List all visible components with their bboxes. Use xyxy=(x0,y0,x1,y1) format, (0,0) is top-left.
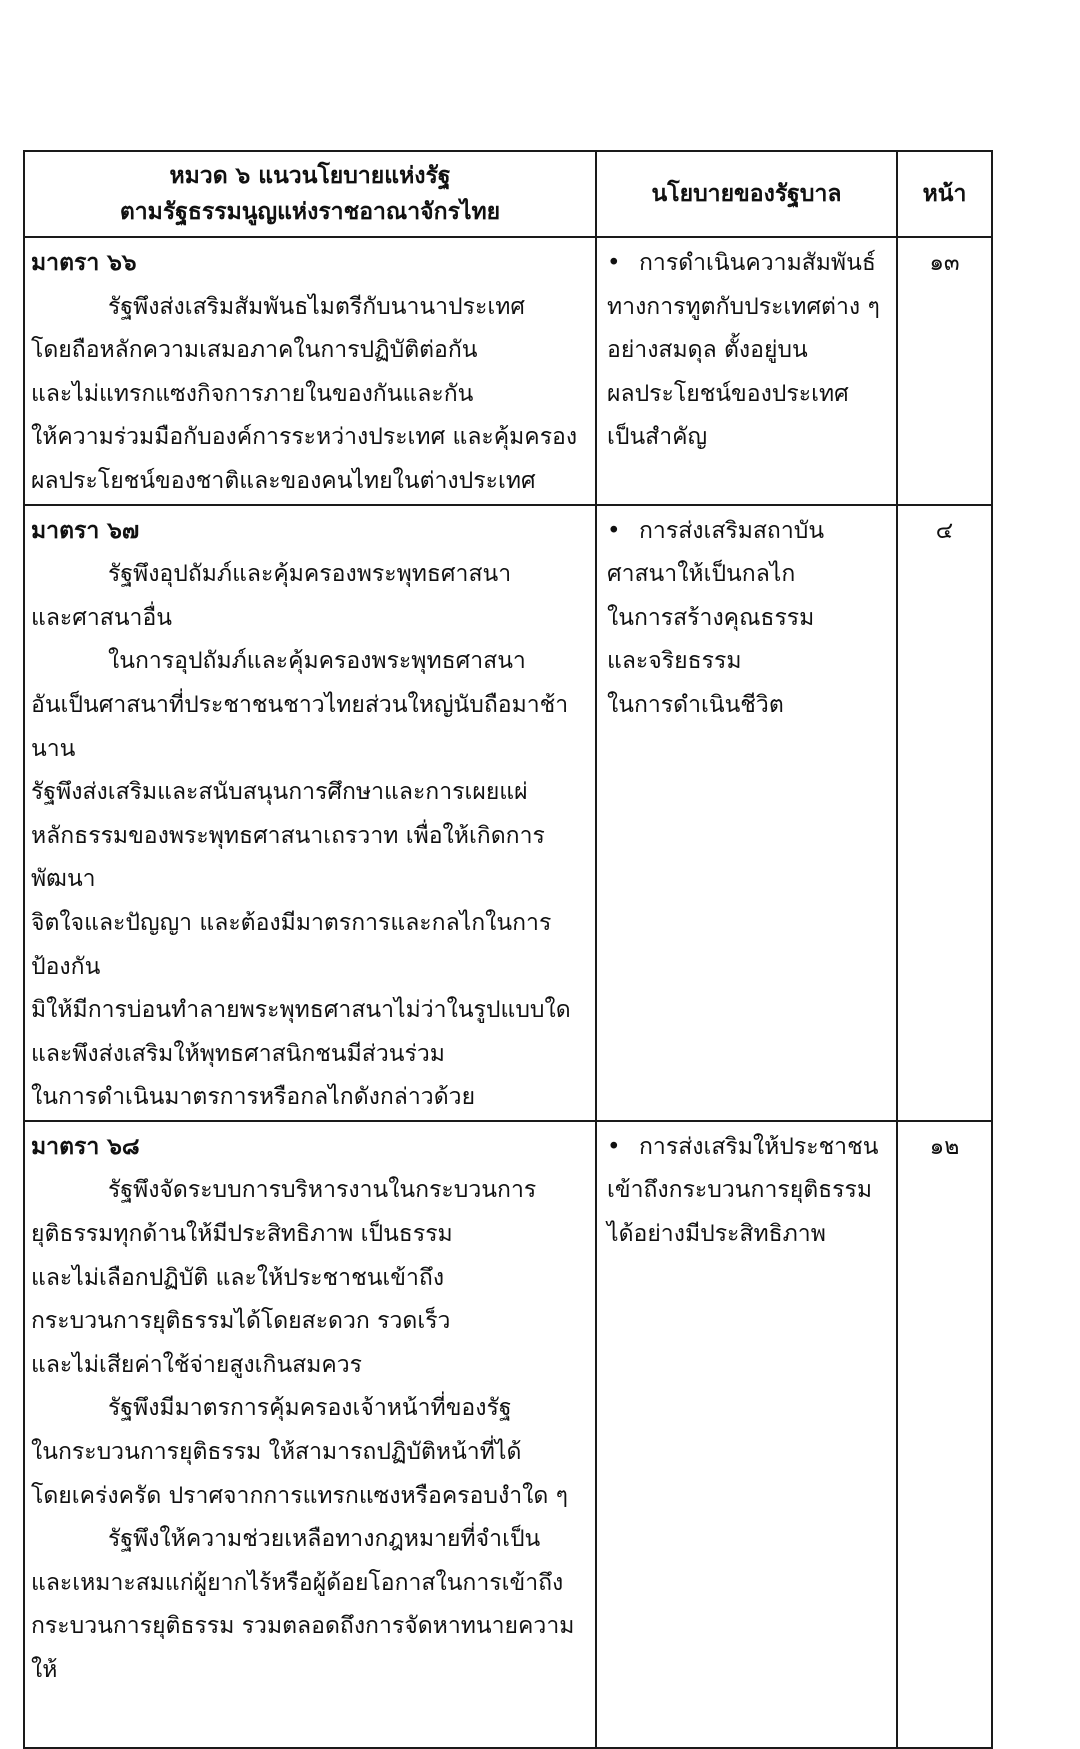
page-number: ๑๓ xyxy=(897,237,992,505)
policy-text: • การดำเนินความสัมพันธ์ ทางการทูตกับประเทศต่าง ๆ อย่างสมดุล ตั้งอยู่บน ผลประโยชน์ของประเทศ เป็นสำคัญ xyxy=(607,250,880,450)
article-paragraph: รัฐพึงมีมาตรการคุ้มครองเจ้าหน้าที่ของรัฐ ในกระบวนการยุติธรรม ให้สามารถปฏิบัติหน้าที่ได้ โดยเคร่งครัด ปราศจากการแทรกแซงหรือครอบงำใด ๆ xyxy=(31,1395,568,1509)
table-row xyxy=(24,505,992,1121)
bullet-icon: • xyxy=(607,517,621,544)
header-constitution-line-1: หมวด ๖ แนวนโยบายแห่งรัฐ xyxy=(169,163,451,189)
article-paragraph: รัฐพึงจัดระบบการบริหารงานในกระบวนการ ยุติธรรมทุกด้านให้มีประสิทธิภาพ เป็นธรรม และไม่เลือกปฏิบัติ และให้ประชาชนเข้าถึง กระบวนการยุติธรรมได้โดยสะดวก รวดเร็ว และไม่เสียค่าใช้จ่ายสูงเกินสมควร xyxy=(31,1177,537,1378)
article-title: มาตรา ๖๘ xyxy=(31,1133,140,1160)
policy-table xyxy=(23,150,993,1749)
table-row xyxy=(24,237,992,505)
page-number: ๑๒ xyxy=(897,1121,992,1748)
article-title: มาตรา ๖๖ xyxy=(31,250,137,276)
policy-cell xyxy=(596,505,897,1121)
policy-cell xyxy=(596,1121,897,1748)
article-cell xyxy=(24,505,596,1121)
policy-cell xyxy=(596,237,897,505)
bullet-icon: • xyxy=(607,250,621,276)
article-cell xyxy=(24,1121,596,1748)
header-constitution-chapter xyxy=(24,151,596,237)
header-government-policy: นโยบายของรัฐบาล xyxy=(596,151,897,237)
article-paragraph: รัฐพึงส่งเสริมสัมพันธไมตรีกับนานาประเทศ โดยถือหลักความเสมอภาคในการปฏิบัติต่อกัน และไม่แทรกแซงกิจการภายในของกันและกัน ให้ความร่วมมือกับองค์การระหว่างประเทศ และคุ้มครอง ผลประโยชน์ของชาติและของคนไทยในต่างประเทศ xyxy=(31,293,578,494)
article-title: มาตรา ๖๗ xyxy=(31,517,140,544)
policy-text: • การส่งเสริมสถาบัน ศาสนาให้เป็นกลไก ในการสร้างคุณธรรม และจริยธรรม ในการดำเนินชีวิต xyxy=(607,518,824,718)
article-paragraph: ในการอุปถัมภ์และคุ้มครองพระพุทธศาสนา อันเป็นศาสนาที่ประชาชนชาวไทยส่วนใหญ่นับถือมาช้านาน รัฐพึงส่งเสริมและสนับสนุนการศึกษาและการเผยแผ่ หลักธรรมของพระพุทธศาสนาเถรวาท เพื่อให้เกิดการพัฒนา จิตใจและปัญญา และต้องมีมาตรการและกลไกในการป้องกัน มิให้มีการบ่อนทำลายพระพุทธศาสนาไม่ว่าในรูปแบบใด และพึงส่งเสริมให้พุทธศาสนิกชนมีส่วนร่วม ในการดำเนินมาตรการหรือกลไกดังกล่าวด้วย xyxy=(31,648,571,1111)
header-constitution-line-2: ตามรัฐธรรมนูญแห่งราชอาณาจักรไทย xyxy=(119,199,501,225)
page-number: ๔ xyxy=(897,505,992,1121)
table-header-row xyxy=(24,151,992,237)
header-page: หน้า xyxy=(897,151,992,237)
bullet-icon: • xyxy=(607,1133,621,1160)
article-paragraph: รัฐพึงให้ความช่วยเหลือทางกฎหมายที่จำเป็น และเหมาะสมแก่ผู้ยากไร้หรือผู้ด้อยโอกาสในการเข้าถึง กระบวนการยุติธรรม รวมตลอดถึงการจัดหาทนายความให้ xyxy=(31,1526,575,1683)
article-paragraph: รัฐพึงอุปถัมภ์และคุ้มครองพระพุทธศาสนา และศาสนาอื่น xyxy=(31,561,512,631)
table-row xyxy=(24,1121,992,1748)
article-cell xyxy=(24,237,596,505)
policy-text: • การส่งเสริมให้ประชาชน เข้าถึงกระบวนการยุติธรรม ได้อย่างมีประสิทธิภาพ xyxy=(607,1134,878,1247)
